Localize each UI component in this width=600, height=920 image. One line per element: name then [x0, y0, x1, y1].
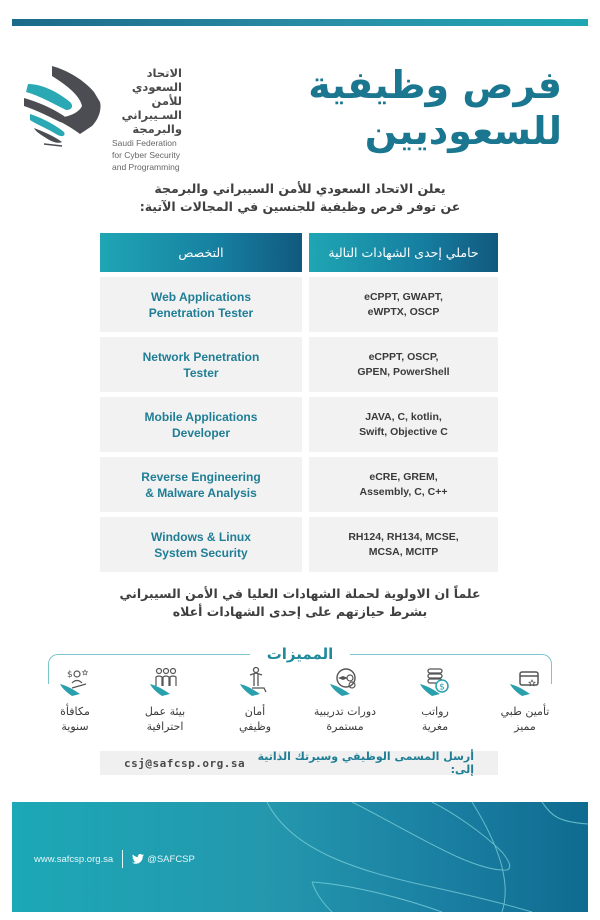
feature-label-line: سنوية — [61, 720, 89, 733]
cell-line: Developer — [171, 425, 231, 440]
certificates-cell — [309, 397, 498, 452]
feature-label-line: مستمرة — [326, 720, 364, 733]
svg-text:$: $ — [67, 670, 73, 680]
cell-line: Network Penetration — [142, 349, 260, 364]
priority-note — [100, 585, 500, 621]
feature-label — [145, 704, 185, 734]
table-header — [100, 233, 498, 272]
feature-item — [120, 666, 210, 734]
intro-line-2: عن توفر فرص وظيفية للجنسين في المجالات الآتية: — [139, 199, 461, 214]
title-line-2: للسعوديين — [364, 109, 562, 153]
cell-line: Mobile Applications — [144, 409, 258, 424]
logo-english-line-1: Saudi Federation — [112, 138, 177, 148]
jobs-table — [100, 233, 498, 572]
cell-line: Web Applications — [150, 289, 251, 304]
contact-label: أرسل المسمى الوظيفي وسيرتك الذاتية إلى: — [257, 750, 474, 776]
cell-line: eCPPT, OSCP, — [368, 350, 439, 363]
note-line-2: بشرط حيازتهم على إحدى الشهادات أعلاه — [172, 604, 428, 619]
certificates-cell — [309, 337, 498, 392]
logo-arabic-line-1: الاتحاد السعودي — [131, 66, 182, 94]
medical-card-icon — [508, 666, 542, 700]
intro-line-1: يعلن الاتحاد السعودي للأمن السيبراني والبرمجة — [154, 181, 446, 196]
cell-line: eWPTX, OSCP — [367, 305, 440, 318]
training-globe-icon — [328, 666, 362, 700]
website-link[interactable]: www.safcsp.org.sa — [34, 853, 114, 865]
title-line-1: فرص وظيفية — [308, 63, 562, 107]
cell-line: GPEN, PowerShell — [357, 365, 450, 378]
table-row — [100, 277, 498, 332]
top-accent-bar — [12, 19, 588, 26]
note-line-1: علماً ان الاولوية لحملة الشهادات العليا في الأمن السيبراني — [119, 586, 481, 601]
salary-coins-icon — [418, 666, 452, 700]
feature-item — [390, 666, 480, 734]
cell-line: eCRE, GREM, — [369, 470, 438, 483]
twitter-handle: @SAFCSP — [147, 853, 195, 865]
organization-name — [112, 66, 212, 172]
annual-bonus-icon — [58, 666, 92, 700]
logo-english-line-2: for Cyber Security — [112, 150, 181, 160]
table-row — [100, 457, 498, 512]
divider — [122, 850, 123, 868]
feature-item — [30, 666, 120, 734]
footer-links — [34, 850, 195, 868]
cell-line: Reverse Engineering — [141, 469, 261, 484]
feature-label-line: رواتب — [421, 705, 449, 718]
specialty-cell — [100, 457, 302, 512]
header-certificates: حاملي إحدى الشهادات التالية — [309, 233, 498, 272]
certificates-cell — [309, 457, 498, 512]
certificates-cell — [309, 517, 498, 572]
specialty-cell — [100, 397, 302, 452]
feature-item — [480, 666, 570, 734]
feature-item — [300, 666, 390, 734]
cell-line: Swift, Objective C — [359, 425, 448, 438]
team-environment-icon — [148, 666, 182, 700]
logo-english-line-3: and Programming — [112, 162, 180, 172]
footer-band — [12, 802, 588, 912]
twitter-link[interactable] — [132, 854, 195, 865]
contact-bar — [100, 751, 498, 775]
cell-line: eCPPT, GWAPT, — [364, 290, 443, 303]
svg-text:$: $ — [439, 682, 445, 693]
cell-line: System Security — [154, 545, 248, 560]
feature-label-line: أمان — [244, 705, 266, 718]
header-specialty: التخصص — [100, 233, 302, 272]
feature-label-line: دورات تدريبية — [313, 705, 377, 718]
contact-email-link[interactable]: csj@safcsp.org.sa — [124, 756, 246, 770]
table-row — [100, 517, 498, 572]
page-title — [302, 62, 562, 154]
certificates-cell — [309, 277, 498, 332]
table-row — [100, 397, 498, 452]
features-title: المميزات — [250, 644, 350, 664]
twitter-bird-icon — [132, 854, 144, 864]
feature-label-line: مغرية — [421, 720, 449, 733]
feature-label-line: مميز — [514, 720, 536, 733]
cell-line: MCSA, MCITP — [368, 545, 439, 558]
specialty-cell — [100, 277, 302, 332]
feature-label-line: احترافية — [146, 720, 184, 733]
feature-item — [210, 666, 300, 734]
feature-label-line: وظيفي — [238, 720, 272, 733]
cell-line: Assembly, C, C++ — [359, 485, 448, 498]
cell-line: RH124, RH134, MCSE, — [348, 530, 459, 543]
cell-line: Tester — [183, 365, 219, 380]
feature-label — [501, 704, 550, 734]
cell-line: Penetration Tester — [148, 305, 254, 320]
cell-line: & Malware Analysis — [145, 485, 257, 500]
logo-arabic-line-2: للأمن السـيبراني — [121, 94, 182, 122]
feature-label-line: مكافأة — [60, 705, 90, 718]
feature-label — [60, 704, 90, 734]
cell-line: Windows & Linux — [151, 529, 251, 544]
feature-label — [239, 704, 271, 734]
feature-label — [421, 704, 449, 734]
feature-label-line: تأمين طبي — [500, 705, 550, 718]
job-security-icon — [238, 666, 272, 700]
table-row — [100, 337, 498, 392]
cell-line: JAVA, C, kotlin, — [365, 410, 442, 423]
feature-label-line: بيئة عمل — [144, 705, 186, 718]
specialty-cell — [100, 337, 302, 392]
feature-label — [314, 704, 376, 734]
specialty-cell — [100, 517, 302, 572]
saudi-map-logo-icon — [22, 62, 104, 152]
logo-arabic-line-3: والبرمجة — [132, 122, 182, 136]
intro-text — [100, 180, 500, 216]
features-list — [30, 666, 570, 734]
